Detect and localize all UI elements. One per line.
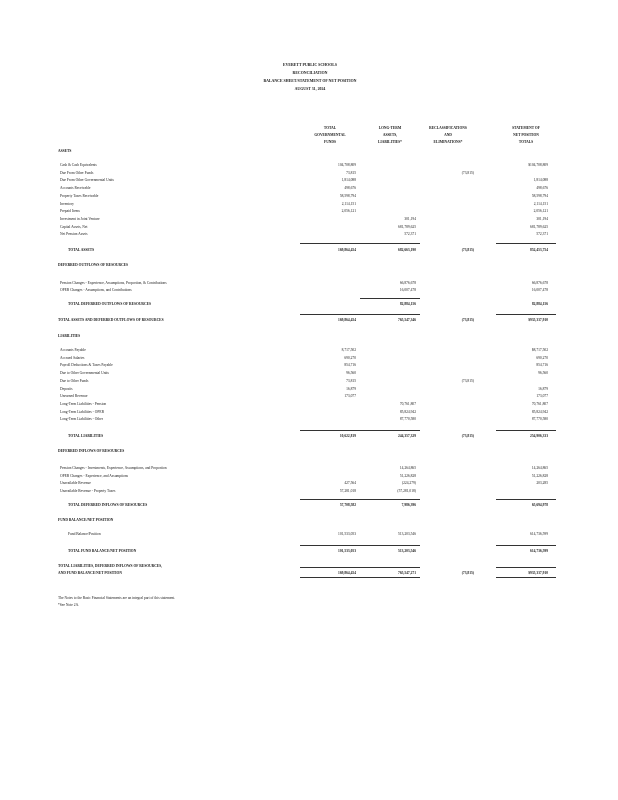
col-header-reclass-3: ELIMINATIONS* xyxy=(433,140,463,144)
row-label: Unavailable Revenue xyxy=(60,481,91,485)
cell-statement-total: 96,560 xyxy=(538,371,548,376)
row-label: Accounts Payable xyxy=(60,348,86,352)
cell-governmental: 101,533,053 xyxy=(338,532,356,536)
cell-statement-total: 14,264,865 xyxy=(531,466,548,470)
rule-line xyxy=(300,243,360,244)
cell-longterm: (57,281,018) xyxy=(397,488,416,493)
row-label: Long-Term Liabilities - Other xyxy=(60,417,103,422)
report-title-district: EVERETT PUBLIC SCHOOLS xyxy=(283,63,337,67)
section-assets: ASSETS xyxy=(58,149,72,153)
cell-statement-total: 16,879 xyxy=(538,386,548,391)
row-label: Unearned Revenue xyxy=(60,394,88,399)
rule-line xyxy=(300,314,360,315)
rule-line xyxy=(496,499,556,500)
row-label: Due From Other Governmental Units xyxy=(60,178,114,183)
col-header-reclass-1: RECLASSIFICATIONS xyxy=(429,126,467,130)
row-label: Long-Term Liabilities - Pension xyxy=(60,401,107,406)
col-header-governmental-1: TOTAL xyxy=(323,126,337,130)
rule-line xyxy=(496,314,556,315)
cell-statement-total: 82,884,156 xyxy=(531,302,548,306)
cell-longterm: 16,007,478 xyxy=(399,288,416,292)
grand-total-governmental: 169,864,454 xyxy=(338,571,356,575)
row-label: Due to Other Governmental Units xyxy=(60,371,109,376)
cell-statement-total: $935,337,910 xyxy=(528,318,548,322)
cell-governmental: 2,056,121 xyxy=(341,209,356,214)
grand-total-label-1: TOTAL LIABILITIES, DEFERRED INFLOWS OF RESOURCES, xyxy=(58,564,163,568)
cell-governmental: 73,815 xyxy=(346,378,356,383)
grand-total-reclass: (73,815) xyxy=(461,571,474,575)
footnote-line-2: *See Note 2A. xyxy=(58,603,80,607)
row-label: TOTAL ASSETS AND DEFERRED OUTFLOWS OF RESOURCES xyxy=(58,318,164,322)
col-header-reclass-2: AND xyxy=(444,133,452,137)
rule-line xyxy=(300,567,360,568)
cell-governmental: 173,077 xyxy=(344,394,356,399)
grand-total-longterm: 765,547,271 xyxy=(398,571,416,575)
cell-reclass: (73,815) xyxy=(461,248,474,252)
cell-statement-total: 614,736,599 xyxy=(530,549,548,553)
row-label: OPEB Changes - Assumptions, and Contributions xyxy=(60,288,132,292)
report-title-statement: BALANCE SHEET/STATEMENT OF NET POSITION xyxy=(263,79,357,83)
cell-statement-total: 87,770,580 xyxy=(531,417,548,422)
cell-governmental: 73,815 xyxy=(346,170,356,175)
cell-governmental: 57,708,582 xyxy=(339,503,356,507)
cell-governmental: 854,716 xyxy=(344,363,356,368)
cell-statement-total: 854,716 xyxy=(536,363,548,368)
cell-longterm: 572,371 xyxy=(404,232,416,237)
grand-total-statement: $935,337,910 xyxy=(528,571,548,575)
section-fund-balance: FUND BALANCE/NET POSITION xyxy=(58,518,114,522)
cell-governmental: 58,598,794 xyxy=(339,193,356,198)
cell-statement-total: 51,226,828 xyxy=(531,473,548,478)
cell-governmental: 10,622,819 xyxy=(339,434,356,438)
cell-statement-total: $104,708,809 xyxy=(528,163,548,167)
cell-longterm: (224,279) xyxy=(401,481,416,485)
cell-longterm: 682,663,190 xyxy=(398,248,416,252)
rule-line xyxy=(496,567,556,568)
row-label: Fund Balance/Position xyxy=(68,532,101,536)
rule-line xyxy=(360,567,420,568)
cell-statement-total: 852,453,754 xyxy=(530,248,548,252)
rule-line xyxy=(496,243,556,244)
cell-longterm: 513,203,546 xyxy=(398,549,416,553)
cell-longterm: 70,761,807 xyxy=(399,401,416,406)
section-deferred-inflows: DEFERRED INFLOWS OF RESOURCES xyxy=(58,449,125,453)
cell-statement-total: 65,694,978 xyxy=(531,503,548,507)
cell-governmental: 2,114,151 xyxy=(341,201,356,206)
cell-statement-total: 681,789,625 xyxy=(530,224,548,229)
cell-longterm: 765,547,346 xyxy=(398,318,416,322)
row-label: Payroll Deductions & Taxes Payable xyxy=(60,363,113,368)
grand-total-label-2: AND FUND BALANCE/NET POSITION xyxy=(58,571,122,575)
cell-statement-total: 498,676 xyxy=(536,186,548,191)
row-label: Long-Term Liabilities - OPEB xyxy=(60,409,104,414)
row-label: Property Taxes Receivable xyxy=(60,193,99,198)
row-label: Deposits xyxy=(60,386,73,391)
cell-statement-total: $8,717,502 xyxy=(531,348,548,352)
cell-governmental: 96,560 xyxy=(346,371,356,376)
col-header-longterm-3: LIABILITIES* xyxy=(378,140,402,144)
col-header-totals-3: TOTALS xyxy=(518,140,534,144)
cell-governmental: 16,879 xyxy=(346,386,356,391)
rule-line xyxy=(496,430,556,431)
cell-reclass: (73,815) xyxy=(461,318,474,322)
cell-statement-total: 254,906,333 xyxy=(530,434,548,438)
cell-reclass: (73,815) xyxy=(461,170,474,175)
row-label: Net Pension Assets xyxy=(60,232,88,237)
row-label: Due to Other Funds xyxy=(60,378,89,383)
report-title-date: AUGUST 31, 2024 xyxy=(294,87,326,91)
rule-line xyxy=(360,545,420,546)
row-label: Prepaid Items xyxy=(60,209,80,214)
cell-governmental: 104,708,809 xyxy=(338,163,356,167)
row-label: TOTAL ASSETS xyxy=(68,248,95,252)
row-label: Due From Other Funds xyxy=(60,170,94,175)
cell-governmental: 101,533,053 xyxy=(338,549,356,553)
col-header-governmental-3: FUNDS xyxy=(324,140,336,144)
col-header-longterm-2: ASSETS, xyxy=(382,133,398,137)
cell-governmental: 8,717,502 xyxy=(341,348,356,352)
row-label: Pension Changes - Experience, Assumptions, Proportion, & Contributions xyxy=(60,281,167,285)
cell-statement-total: 58,598,794 xyxy=(531,193,548,198)
cell-statement-total: 572,371 xyxy=(536,232,548,237)
cell-longterm: 66,876,678 xyxy=(399,281,416,285)
cell-statement-total: 614,736,599 xyxy=(530,532,548,536)
cell-longterm: 7,986,396 xyxy=(401,503,416,507)
section-liabilities: LIABILITIES xyxy=(58,334,81,338)
row-label: Unavailable Revenue - Property Taxes xyxy=(60,488,116,493)
cell-governmental: 169,864,454 xyxy=(338,318,356,322)
row-label: OPEB Changes - Experience, and Assumptions xyxy=(60,473,129,478)
double-rule-line xyxy=(300,577,360,578)
cell-statement-total: 85,824,942 xyxy=(531,409,548,414)
cell-governmental: 57,281,018 xyxy=(339,488,356,493)
rule-line xyxy=(496,545,556,546)
cell-longterm: 85,824,942 xyxy=(399,409,416,414)
cell-statement-total: 2,114,151 xyxy=(533,201,548,206)
col-header-totals-2: NET POSITION xyxy=(513,133,539,137)
cell-statement-total: 70,761,807 xyxy=(531,401,548,406)
cell-longterm: 14,264,865 xyxy=(399,466,416,470)
rule-line xyxy=(360,243,420,244)
rule-line xyxy=(300,545,360,546)
cell-statement-total: 1,814,088 xyxy=(533,178,548,183)
rule-line xyxy=(300,430,360,431)
row-label: TOTAL LIABILITIES xyxy=(68,434,104,438)
row-label: TOTAL DEFERRED OUTFLOWS OF RESOURCES xyxy=(68,302,152,306)
row-label: Pension Changes - Investments, Experience, Assumptions, and Proportion xyxy=(60,466,167,470)
rule-line xyxy=(300,499,360,500)
row-label: TOTAL FUND BALANCE/NET POSITION xyxy=(68,549,137,553)
row-label: Capital Assets, Net xyxy=(60,224,88,229)
cell-longterm: 87,770,580 xyxy=(399,417,416,422)
footnote-line-1: The Notes to the Basic Financial Statements are an integral part of this statement. xyxy=(58,596,176,600)
cell-longterm: 513,203,546 xyxy=(398,532,416,536)
row-label: Cash & Cash Equivalents xyxy=(60,163,97,167)
cell-longterm: 301,194 xyxy=(404,216,416,221)
cell-statement-total: 66,876,678 xyxy=(531,281,548,285)
cell-statement-total: 173,077 xyxy=(536,394,548,399)
cell-statement-total: 690,270 xyxy=(536,355,548,360)
row-label: Accounts Receivable xyxy=(60,186,91,191)
section-deferred-outflows: DEFERRED OUTFLOWS OF RESOURCES xyxy=(58,263,129,267)
cell-reclass: (73,815) xyxy=(461,434,474,438)
col-header-totals-1: STATEMENT OF xyxy=(512,126,540,130)
rule-line xyxy=(360,314,420,315)
col-header-longterm-1: LONG-TERM xyxy=(378,126,402,130)
report-title-reconciliation: RECONCILIATION xyxy=(292,71,328,75)
cell-longterm: 681,789,625 xyxy=(398,224,416,229)
cell-statement-total: 16,007,478 xyxy=(531,288,548,292)
cell-reclass: (73,815) xyxy=(461,378,474,383)
cell-longterm: 82,884,156 xyxy=(399,302,416,306)
rule-line xyxy=(360,499,420,500)
cell-governmental: 427,564 xyxy=(344,481,356,485)
cell-governmental: 169,864,454 xyxy=(338,248,356,252)
cell-statement-total: 2,056,121 xyxy=(533,209,548,214)
double-rule-line xyxy=(360,577,420,578)
cell-statement-total: 203,285 xyxy=(536,481,548,485)
cell-governmental: 1,814,088 xyxy=(341,178,356,183)
cell-statement-total: 301,194 xyxy=(536,216,548,221)
cell-governmental: 498,676 xyxy=(344,186,356,191)
row-label: Inventory xyxy=(60,201,74,206)
rule-line xyxy=(360,430,420,431)
double-rule-line xyxy=(496,577,556,578)
cell-longterm: 244,357,329 xyxy=(398,434,416,438)
cell-longterm: 51,226,828 xyxy=(399,473,416,478)
row-label: Accrued Salaries xyxy=(60,355,85,360)
cell-governmental: 690,270 xyxy=(344,355,356,360)
row-label: Investment in Joint Venture xyxy=(60,216,100,221)
rule-line xyxy=(360,298,420,299)
col-header-governmental-2: GOVERNMENTAL xyxy=(314,133,346,137)
row-label: TOTAL DEFERRED INFLOWS OF RESOURCES xyxy=(68,503,148,507)
